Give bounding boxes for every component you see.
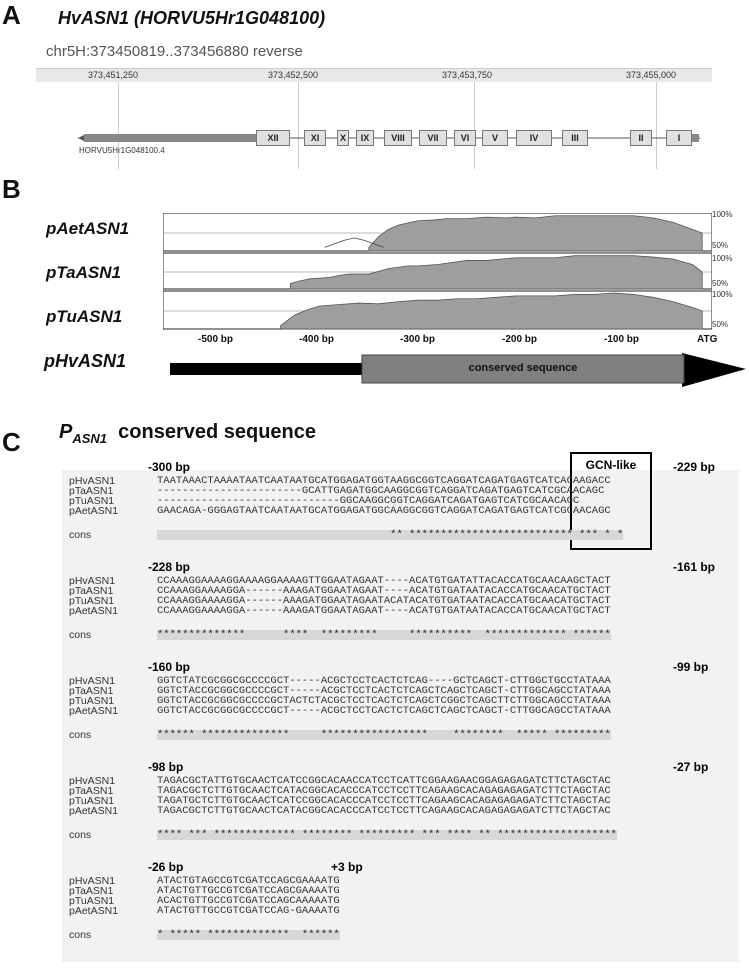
sequence-name: pTaASN1 — [69, 485, 114, 497]
position-label-left: -160 bp — [148, 660, 191, 674]
gcn-like-label: GCN-like — [585, 458, 637, 472]
exon-box — [516, 130, 552, 146]
exon-box — [256, 130, 290, 146]
exon-box — [384, 130, 412, 146]
track-top-pct: 100% — [712, 290, 733, 299]
sequence-row: -----------------------GCATTGAGATGGCAAGGCGGTCAGGATCAGATGAGTCATCGCAACAGC — [157, 485, 605, 497]
position-label-left: -98 bp — [148, 760, 184, 774]
sequence-row: GGTCTACCGCGGCGCCCCGCT-----ACGCTCCTCACTCTCAGCTCAGCTCAGCT-CTTGGCAGCCTATAAA — [157, 685, 611, 697]
exon-box — [666, 130, 692, 146]
exon-box — [562, 130, 588, 146]
sequence-row: CCAAAGGAAAAGGA------AAAGATGGAATAGAAT----ACATGTGATAATACACCATGCAACATGCTACT — [157, 605, 611, 617]
cons-row: **** *** ************* ******** ********* *** **** ** ******************* — [157, 829, 617, 841]
cons-label: cons — [69, 829, 92, 841]
position-label-left: -300 bp — [148, 460, 191, 474]
exon-label: XI — [310, 133, 320, 143]
exon-box — [337, 130, 349, 146]
track-name: pTuASN1 — [46, 307, 123, 326]
sequence-name: pHvASN1 — [69, 575, 116, 587]
promoter-name: pHvASN1 — [44, 351, 127, 371]
panel-c-label: C — [2, 427, 21, 457]
cons-row: ****** ************** ***************** ******** ***** ********* — [157, 729, 611, 741]
sequence-row: CCAAAGGAAAAGGAAAAGGAAAAGTTGGAATAGAAT----ACATGTGATATTACACCATGCAACAAGCTACT — [157, 575, 611, 587]
sequence-row: TAGACGCTCTTGTGCAACTCATACGGCACACCCATCCTCCTTCAGAAGCACAGAGAGAGATCTTCTAGCTAC — [157, 805, 611, 817]
exon-box — [454, 130, 476, 146]
sequence-name: pAetASN1 — [69, 805, 119, 817]
exon-label: V — [491, 133, 498, 143]
sequence-row: ATACTGTAGCCGTCGATCCAGCGAAAATG — [157, 875, 340, 887]
panel-c-title-rest: conserved sequence — [107, 421, 317, 443]
exon-box — [356, 130, 374, 146]
sequence-name: pHvASN1 — [69, 475, 116, 487]
axis-tick: -400 bp — [299, 334, 335, 345]
cons-row: ************** **** ********* ********** ************* ****** — [157, 629, 611, 641]
panel-a-label: A — [2, 0, 21, 30]
axis-tick: ATG — [697, 334, 718, 345]
conserved-label: conserved sequence — [468, 362, 578, 374]
sequence-row: ATACTGTTGCCGTCGATCCAG-GAAAATG — [157, 905, 340, 917]
sequence-name: pTaASN1 — [69, 585, 114, 597]
exon-label: VII — [427, 133, 439, 143]
sequence-name: pAetASN1 — [69, 705, 119, 717]
sequence-name: pTaASN1 — [69, 785, 114, 797]
panel-a-title: HvASN1 (HORVU5Hr1G048100) — [58, 8, 326, 28]
panel-c-title-main: P — [59, 421, 73, 443]
sequence-row: ATACTGTTGCCGTCGATCCAGCGAAAATG — [157, 885, 340, 897]
sequence-name: pTuASN1 — [69, 595, 115, 607]
panel-c-title — [59, 421, 316, 446]
exon-label: VI — [460, 133, 470, 143]
track-top-pct: 100% — [712, 254, 733, 263]
sequence-name: pTuASN1 — [69, 795, 115, 807]
position-label-left: -26 bp — [148, 860, 184, 874]
gene-id-label: HORVU5Hr1G048100.4 — [79, 146, 165, 155]
position-label-right: -27 bp — [673, 760, 709, 774]
exon-label: X — [339, 133, 346, 143]
sequence-row: TAGACGCTATTGTGCAACTCATCCGGCACAACCATCCTCATTCGGAAGAACGGAGAGAGATCTTCTAGCTAC — [157, 775, 611, 787]
exon-label: III — [571, 133, 579, 143]
exon-box — [482, 130, 508, 146]
panel-b-label: B — [2, 174, 21, 204]
cons-label: cons — [69, 929, 92, 941]
track-top-pct: 100% — [712, 210, 733, 219]
sequence-name: pTuASN1 — [69, 895, 115, 907]
cons-label: cons — [69, 529, 92, 541]
sequence-row: GAACAGA-GGGAGTAATCAATAATGCATGGAGATGGCAAGGCGGTCAGGATCAGATGAGTCATCGCAACAGC — [157, 505, 611, 517]
panel-c-title-sub: ASN1 — [72, 431, 108, 446]
sequence-name: pHvASN1 — [69, 875, 116, 887]
vista-area-pAetASN1 — [369, 216, 702, 251]
sequence-row: CCAAAGGAAAAGGA------AAAGATGGAATAGAATACATACATGTGATAATACACCATGCAACATGCTACT — [157, 595, 611, 607]
vista-plot — [163, 213, 712, 331]
sequence-row: -----------------------------GGCAAGGCGGTCAGGATCAGATGAGTCATCGCAACAGC — [157, 495, 580, 507]
sequence-name: pTaASN1 — [69, 685, 114, 697]
axis-tick: -100 bp — [604, 334, 640, 345]
sequence-row: TAGACGCTCTTGTGCAACTCATACGGCACACCCATCCTCCTTCAGAAGCACAGAGAGAGATCTTCTAGCTAC — [157, 785, 611, 797]
track-name: pAetASN1 — [46, 219, 130, 238]
track-name: pTaASN1 — [46, 263, 121, 282]
sequence-row: GGTCTACCGCGGCGCCCCGCTACTCTACGCTCCTCACTCTCAGCTCGGCTCAGCTTCTTGGCAGCCTATAAA — [157, 695, 611, 707]
exon-label: IV — [529, 133, 539, 143]
panel-a-coords: chr5H:373450819..373456880 reverse — [46, 43, 303, 60]
position-label-right: -161 bp — [673, 560, 716, 574]
exon-label: XII — [267, 133, 279, 143]
sequence-name: pAetASN1 — [69, 605, 119, 617]
track-bottom-pct: 50% — [712, 241, 729, 250]
ruler-tick-label: 373,455,000 — [626, 70, 677, 80]
exon-box — [630, 130, 652, 146]
sequence-name: pAetASN1 — [69, 505, 119, 517]
sequence-name: pAetASN1 — [69, 905, 119, 917]
sequence-row: GGTCTACCGCGGCGCCCCGCT-----ACGCTCCTCACTCTCAGCTCAGCTCAGCT-CTTGGCAGCCTATAAA — [157, 705, 611, 717]
track-bottom-pct: 50% — [712, 279, 729, 288]
position-label-left: -228 bp — [148, 560, 191, 574]
axis-tick: -200 bp — [502, 334, 538, 345]
sequence-name: pTuASN1 — [69, 495, 115, 507]
ruler-tick-label: 373,452,500 — [268, 70, 319, 80]
sequence-row: ACACTGTTGCCGTCGATCCAGCAAAAATG — [157, 895, 340, 907]
track-bottom-pct: 50% — [712, 320, 729, 329]
ruler-tick-label: 373,453,750 — [442, 70, 493, 80]
cons-label: cons — [69, 729, 92, 741]
sequence-row: TAATAAACTAAAATAATCAATAATGCATGGAGATGGTAAGGCGGTCAGGATCAGATGAGTCATCACAAGACC — [157, 475, 611, 487]
sequence-name: pTuASN1 — [69, 695, 115, 707]
exon-label: II — [638, 133, 644, 143]
position-label-right: +3 bp — [331, 860, 363, 874]
exon-box — [304, 130, 326, 146]
sequence-name: pTaASN1 — [69, 885, 114, 897]
position-label-right: -229 bp — [673, 460, 716, 474]
sequence-row: TAGATGCTCTTGTGCAACTCATCCGGCACACCCATCCTCCTTCAGAAGCACAGAGAGAGATCTTCTAGCTAC — [157, 795, 611, 807]
sequence-row: GGTCTATCGCGGCGCCCCGCT-----ACGCTCCTCACTCTCAG----GCTCAGCT-CTTGGCTGCCTATAAA — [157, 675, 611, 687]
position-label-right: -99 bp — [673, 660, 709, 674]
sequence-row: CCAAAGGAAAAGGA------AAAGATGGAATAGAAT----ACATGTGATAATACACCATGCAACATGCTACT — [157, 585, 611, 597]
sequence-name: pHvASN1 — [69, 675, 116, 687]
cons-row: ** ************************** *** * * — [157, 529, 624, 541]
promoter-arrow-head-icon — [682, 353, 746, 387]
sequence-name: pHvASN1 — [69, 775, 116, 787]
exon-label: I — [677, 133, 681, 143]
exon-label: IX — [360, 133, 370, 143]
ruler-tick-label: 373,451,250 — [88, 70, 139, 80]
exon-box — [419, 130, 447, 146]
exon-label: VIII — [391, 133, 405, 143]
axis-tick: -300 bp — [400, 334, 436, 345]
cons-row: * ***** ************* ****** — [157, 929, 340, 941]
axis-tick: -500 bp — [198, 334, 234, 345]
cons-label: cons — [69, 629, 92, 641]
